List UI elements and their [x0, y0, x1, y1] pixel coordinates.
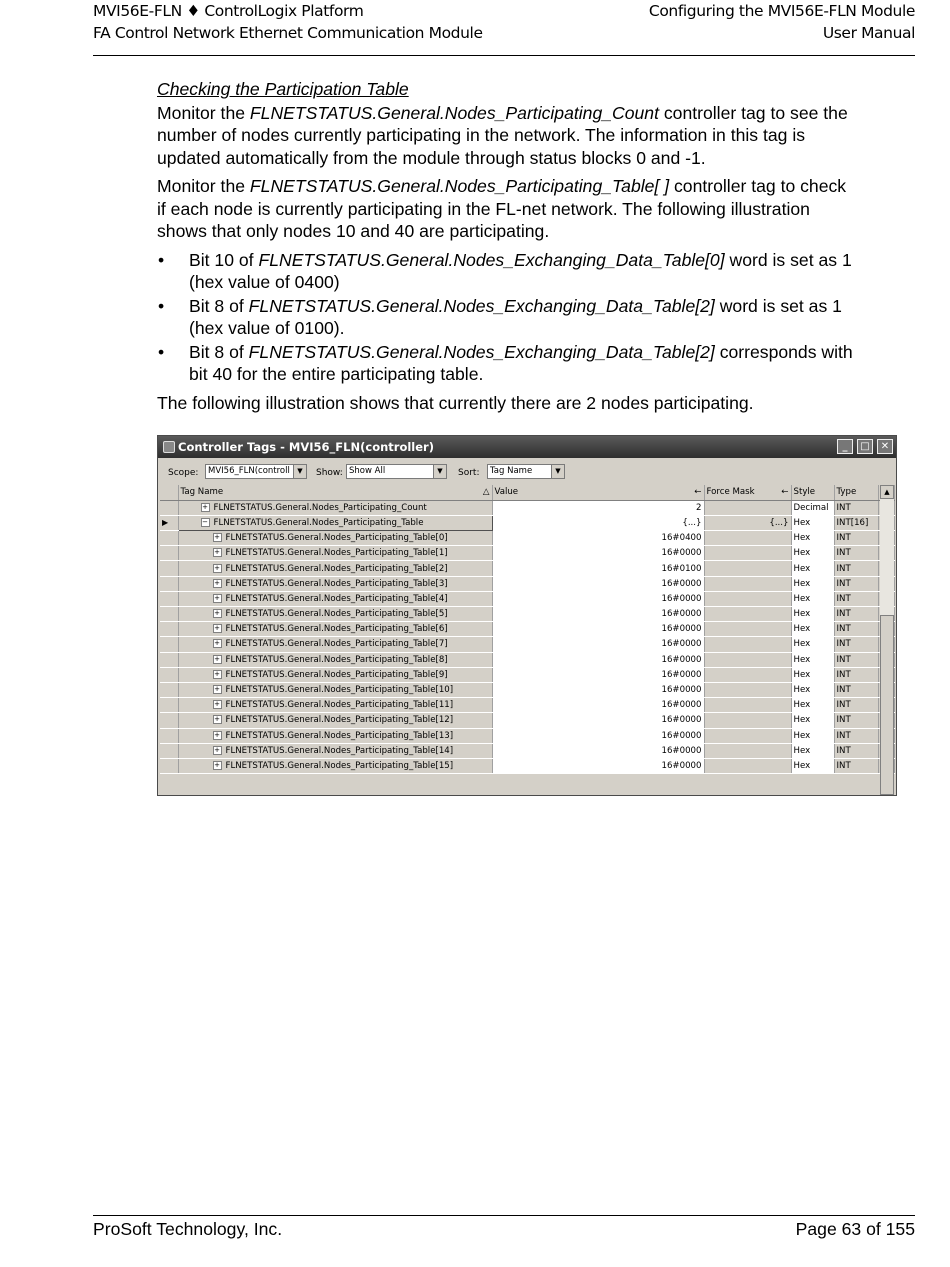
row-pointer[interactable]: [160, 591, 178, 606]
style-cell[interactable]: Hex: [791, 728, 834, 743]
force-mask-cell[interactable]: {...}: [704, 515, 791, 530]
table-row[interactable]: [160, 743, 894, 758]
style-cell[interactable]: Hex: [791, 561, 834, 576]
expand-toggle-icon[interactable]: −: [202, 517, 208, 526]
show-select[interactable]: [346, 464, 447, 479]
bullet-item: [157, 249, 857, 294]
type-cell: INT: [834, 546, 878, 561]
page-header: [93, 0, 915, 56]
tag-name: FLNETSTATUS.General.Nodes_Participating_Table[7]: [225, 639, 448, 650]
row-pointer[interactable]: [160, 652, 178, 667]
value-cell[interactable]: 16#0000: [492, 546, 704, 561]
tag-name-cell[interactable]: [178, 531, 492, 546]
force-mask-header-label: Force Mask: [706, 487, 755, 498]
vertical-scrollbar[interactable]: [880, 485, 894, 795]
row-pointer[interactable]: [160, 500, 178, 515]
bullet-text: Bit 10 of: [189, 249, 259, 270]
row-pointer[interactable]: [160, 698, 178, 713]
grid-body: [160, 500, 894, 773]
table-row[interactable]: [160, 682, 894, 697]
para1-tag: FLNETSTATUS.General.Nodes_Participating_Count: [249, 102, 659, 123]
value-cell[interactable]: 16#0000: [492, 576, 704, 591]
value-cell[interactable]: 16#0000: [492, 713, 704, 728]
tag-name: FLNETSTATUS.General.Nodes_Participating_Table[5]: [225, 609, 448, 620]
bullet-item: [157, 341, 857, 386]
bullet-list: [157, 249, 857, 386]
paragraph-3: The following illustration shows that currently there are 2 nodes participating.: [157, 392, 754, 413]
sort-select[interactable]: [487, 464, 565, 479]
value-cell[interactable]: 16#0000: [492, 698, 704, 713]
tag-name: FLNETSTATUS.General.Nodes_Participating_Count: [213, 502, 427, 513]
table-row[interactable]: [160, 713, 894, 728]
paragraph-2: [157, 175, 857, 243]
column-header-style[interactable]: Style: [791, 485, 834, 500]
scroll-thumb[interactable]: [880, 615, 894, 795]
section-title: Checking the Participation Table: [157, 79, 409, 99]
force-mask-cell[interactable]: [704, 637, 791, 652]
chevron-down-icon: ▼: [551, 465, 564, 478]
tag-name: FLNETSTATUS.General.Nodes_Participating_Table[13]: [225, 730, 454, 741]
style-cell[interactable]: Hex: [791, 637, 834, 652]
tag-name-header-label: Tag Name: [180, 487, 224, 498]
table-row[interactable]: [160, 728, 894, 743]
tag-name-cell[interactable]: [178, 667, 492, 682]
expand-toggle-icon[interactable]: +: [214, 609, 220, 618]
expand-toggle-icon[interactable]: +: [214, 624, 220, 633]
row-pointer[interactable]: [160, 743, 178, 758]
table-row[interactable]: [160, 591, 894, 606]
expand-toggle-icon[interactable]: +: [214, 548, 220, 557]
row-pointer[interactable]: ▶: [160, 515, 178, 530]
type-cell: INT: [834, 698, 878, 713]
type-cell: INT: [834, 758, 878, 773]
force-mask-cell[interactable]: [704, 652, 791, 667]
tag-name: FLNETSTATUS.General.Nodes_Participating_Table[11]: [225, 700, 454, 711]
force-mask-cell[interactable]: [704, 698, 791, 713]
value-cell[interactable]: 16#0000: [492, 622, 704, 637]
para1-text-b: controller tag to see the number of nodes currently participating in the network. The information in this tag is updated automatically from the module through status blocks 0 and -1.: [157, 102, 848, 168]
table-row[interactable]: [160, 667, 894, 682]
bullet-text: Bit 8 of: [189, 295, 249, 316]
force-mask-cell[interactable]: [704, 743, 791, 758]
row-pointer[interactable]: [160, 758, 178, 773]
grid-header-row: [160, 485, 894, 500]
table-row[interactable]: [160, 607, 894, 622]
tag-name-cell[interactable]: [178, 758, 492, 773]
column-header-type[interactable]: Type: [834, 485, 878, 500]
style-cell[interactable]: Hex: [791, 607, 834, 622]
force-mask-cell[interactable]: [704, 728, 791, 743]
tag-name: FLNETSTATUS.General.Nodes_Participating_Table[14]: [225, 745, 454, 756]
bullet-text: Bit 8 of: [189, 341, 249, 362]
scroll-up-arrow-icon[interactable]: ▲: [880, 485, 894, 499]
row-pointer[interactable]: [160, 561, 178, 576]
style-cell[interactable]: Hex: [791, 743, 834, 758]
show-label: Show:: [316, 468, 343, 478]
row-pointer[interactable]: [160, 576, 178, 591]
tag-name-cell[interactable]: [178, 682, 492, 697]
scope-label: Scope:: [168, 468, 199, 478]
table-row[interactable]: [160, 652, 894, 667]
page-footer: [93, 1215, 915, 1239]
force-mask-cell[interactable]: [704, 667, 791, 682]
sort-ascending-icon: △: [482, 487, 490, 498]
tag-name: FLNETSTATUS.General.Nodes_Participating_Table[10]: [225, 685, 454, 696]
para2-tag: FLNETSTATUS.General.Nodes_Participating_Table[ ]: [249, 176, 670, 196]
header-product: MVI56E-FLN ♦ ControlLogix Platform: [93, 2, 364, 20]
para2-text-b: controller tag to check if each node is currently participating in the FL-net network. The following illustration shows that only nodes 10 and 40 are participating.: [157, 176, 847, 241]
table-row[interactable]: [160, 515, 894, 530]
row-pointer[interactable]: [160, 728, 178, 743]
style-cell[interactable]: Decimal: [791, 500, 834, 515]
window-title: Controller Tags - MVI56_FLN(controller): [178, 440, 434, 454]
tags-grid: [160, 485, 895, 774]
row-pointer-header: [160, 485, 178, 500]
type-cell: INT: [834, 652, 878, 667]
force-mask-cell[interactable]: [704, 500, 791, 515]
table-row[interactable]: [160, 531, 894, 546]
table-row[interactable]: [160, 622, 894, 637]
tag-name-cell[interactable]: [178, 713, 492, 728]
force-mask-cell[interactable]: [704, 576, 791, 591]
para1-text-a: Monitor the: [157, 102, 250, 123]
expand-toggle-icon[interactable]: +: [202, 502, 208, 511]
value-cell[interactable]: 16#0000: [492, 591, 704, 606]
value-cell[interactable]: 16#0000: [492, 607, 704, 622]
row-pointer[interactable]: [160, 607, 178, 622]
tag-name-cell[interactable]: [178, 561, 492, 576]
expand-toggle-icon[interactable]: +: [214, 563, 220, 572]
tag-name: FLNETSTATUS.General.Nodes_Participating_Table[3]: [225, 578, 448, 589]
style-cell[interactable]: Hex: [791, 546, 834, 561]
tag-name-cell[interactable]: [178, 607, 492, 622]
chevron-down-icon: ▼: [293, 465, 306, 478]
expand-toggle-icon[interactable]: +: [214, 654, 220, 663]
expand-toggle-icon[interactable]: +: [214, 745, 220, 754]
column-header-value[interactable]: [492, 485, 704, 500]
force-mask-cell[interactable]: [704, 607, 791, 622]
tag-name: FLNETSTATUS.General.Nodes_Participating_Table[2]: [225, 563, 448, 574]
tag-name: FLNETSTATUS.General.Nodes_Participating_Table[4]: [225, 593, 448, 604]
bullet-text: word is set as 1 (hex value of 0400): [189, 249, 852, 292]
value-cell[interactable]: 16#0000: [492, 758, 704, 773]
bullet-item: [157, 295, 857, 340]
type-cell: INT: [834, 743, 878, 758]
window-titlebar[interactable]: [158, 436, 896, 458]
tag-name: FLNETSTATUS.General.Nodes_Participating_Table[1]: [225, 548, 448, 559]
tag-name-cell[interactable]: [178, 743, 492, 758]
value-cell[interactable]: 16#0000: [492, 667, 704, 682]
type-cell: INT: [834, 561, 878, 576]
expand-toggle-icon[interactable]: +: [214, 715, 220, 724]
type-cell: INT: [834, 622, 878, 637]
value-cell[interactable]: {...}: [492, 515, 704, 530]
table-row[interactable]: [160, 576, 894, 591]
window-app-icon: [163, 441, 175, 453]
row-pointer[interactable]: [160, 531, 178, 546]
controller-tags-window: [157, 435, 897, 796]
force-mask-cell[interactable]: [704, 758, 791, 773]
bullet-text: word is set as 1 (hex value of 0100).: [189, 295, 842, 338]
force-mask-cell[interactable]: [704, 591, 791, 606]
tag-name-cell[interactable]: [178, 728, 492, 743]
style-cell[interactable]: Hex: [791, 576, 834, 591]
type-cell: INT: [834, 500, 878, 515]
row-pointer[interactable]: [160, 713, 178, 728]
window-toolbar: [158, 460, 896, 486]
expand-toggle-icon[interactable]: +: [214, 760, 220, 769]
expand-toggle-icon[interactable]: +: [214, 593, 220, 602]
force-mask-cell[interactable]: [704, 682, 791, 697]
scope-select[interactable]: [205, 464, 307, 479]
tag-name: FLNETSTATUS.General.Nodes_Participating_Table[15]: [225, 760, 454, 771]
chevron-down-icon: ▼: [433, 465, 446, 478]
tag-name: FLNETSTATUS.General.Nodes_Participating_Table[9]: [225, 669, 448, 680]
type-cell: INT: [834, 607, 878, 622]
tag-name-cell[interactable]: [178, 591, 492, 606]
bullet-text: corresponds with bit 40 for the entire participating table.: [189, 341, 853, 384]
footer-company: ProSoft Technology, Inc.: [93, 1219, 283, 1239]
tag-name-cell[interactable]: [178, 637, 492, 652]
header-chapter: Configuring the MVI56E-FLN Module: [648, 2, 915, 20]
tag-name-cell[interactable]: [178, 652, 492, 667]
style-cell[interactable]: Hex: [791, 591, 834, 606]
minimize-button[interactable]: _: [837, 439, 853, 454]
tag-name: FLNETSTATUS.General.Nodes_Participating_Table: [213, 517, 424, 528]
row-pointer[interactable]: [160, 682, 178, 697]
tag-name-cell[interactable]: [178, 515, 492, 530]
table-row[interactable]: [160, 698, 894, 713]
value-cell[interactable]: 16#0000: [492, 743, 704, 758]
tag-name: FLNETSTATUS.General.Nodes_Participating_Table[0]: [225, 533, 448, 544]
force-mask-cell[interactable]: [704, 561, 791, 576]
footer-page-number: Page 63 of 155: [795, 1219, 915, 1239]
type-cell: INT: [834, 682, 878, 697]
tag-name: FLNETSTATUS.General.Nodes_Participating_Table[12]: [225, 715, 454, 726]
type-cell: INT: [834, 667, 878, 682]
arrow-left-icon: ←: [694, 487, 702, 498]
type-cell: INT: [834, 531, 878, 546]
expand-toggle-icon[interactable]: +: [214, 700, 220, 709]
value-cell[interactable]: 16#0400: [492, 531, 704, 546]
table-row[interactable]: [160, 561, 894, 576]
value-cell[interactable]: 16#0000: [492, 637, 704, 652]
style-cell[interactable]: Hex: [791, 667, 834, 682]
force-mask-cell[interactable]: [704, 713, 791, 728]
tag-name: FLNETSTATUS.General.Nodes_Participating_Table[8]: [225, 654, 448, 665]
style-cell[interactable]: Hex: [791, 515, 834, 530]
page-body: [157, 78, 857, 420]
type-cell: INT[16]: [834, 515, 878, 530]
table-row[interactable]: [160, 637, 894, 652]
header-manual: User Manual: [822, 23, 915, 42]
table-row[interactable]: [160, 758, 894, 773]
expand-toggle-icon[interactable]: +: [214, 578, 220, 587]
style-cell[interactable]: Hex: [791, 682, 834, 697]
force-mask-cell[interactable]: [704, 546, 791, 561]
bullet-tag: FLNETSTATUS.General.Nodes_Exchanging_Data_Table[2]: [248, 341, 715, 362]
arrow-left-icon: ←: [781, 487, 789, 498]
value-header-label: Value: [494, 487, 519, 498]
bullet-tag: FLNETSTATUS.General.Nodes_Exchanging_Data_Table[2]: [248, 295, 715, 316]
tag-name-cell[interactable]: [178, 622, 492, 637]
header-left: [93, 1, 483, 44]
type-cell: INT: [834, 713, 878, 728]
tag-name-cell[interactable]: [178, 698, 492, 713]
para2-text-a: Monitor the: [157, 176, 250, 196]
type-cell: INT: [834, 637, 878, 652]
sort-value: Tag Name: [490, 466, 533, 476]
header-right: [649, 1, 915, 44]
value-cell[interactable]: 16#0000: [492, 682, 704, 697]
bullet-tag: FLNETSTATUS.General.Nodes_Exchanging_Data_Table[0]: [258, 249, 725, 270]
table-row[interactable]: [160, 500, 894, 515]
expand-toggle-icon[interactable]: +: [214, 730, 220, 739]
header-subtitle: FA Control Network Ethernet Communication Module: [93, 23, 483, 42]
expand-toggle-icon[interactable]: +: [214, 685, 220, 694]
type-cell: INT: [834, 591, 878, 606]
close-button[interactable]: ✕: [877, 439, 893, 454]
table-row[interactable]: [160, 546, 894, 561]
show-value: Show All: [349, 466, 386, 476]
row-pointer[interactable]: [160, 637, 178, 652]
style-cell[interactable]: Hex: [791, 652, 834, 667]
value-cell[interactable]: 16#0100: [492, 561, 704, 576]
force-mask-cell[interactable]: [704, 531, 791, 546]
tag-name-cell[interactable]: [178, 500, 492, 515]
maximize-button[interactable]: □: [857, 439, 873, 454]
column-header-force-mask[interactable]: [704, 485, 791, 500]
value-cell[interactable]: 2: [492, 500, 704, 515]
tag-name: FLNETSTATUS.General.Nodes_Participating_Table[6]: [225, 624, 448, 635]
type-cell: INT: [834, 728, 878, 743]
style-cell[interactable]: Hex: [791, 698, 834, 713]
paragraph-1: [157, 102, 857, 170]
tag-name-cell[interactable]: [178, 546, 492, 561]
style-cell[interactable]: Hex: [791, 622, 834, 637]
style-cell[interactable]: Hex: [791, 531, 834, 546]
tag-name-cell[interactable]: [178, 576, 492, 591]
value-cell[interactable]: 16#0000: [492, 652, 704, 667]
style-cell[interactable]: Hex: [791, 713, 834, 728]
value-cell[interactable]: 16#0000: [492, 728, 704, 743]
expand-toggle-icon[interactable]: +: [214, 669, 220, 678]
style-cell[interactable]: Hex: [791, 758, 834, 773]
row-pointer[interactable]: [160, 622, 178, 637]
expand-toggle-icon[interactable]: +: [214, 639, 220, 648]
column-header-tag-name[interactable]: [178, 485, 492, 500]
expand-toggle-icon[interactable]: +: [214, 533, 220, 542]
row-pointer[interactable]: [160, 667, 178, 682]
row-pointer[interactable]: [160, 546, 178, 561]
type-cell: INT: [834, 576, 878, 591]
force-mask-cell[interactable]: [704, 622, 791, 637]
scope-value: MVI56_FLN(controll: [208, 466, 290, 476]
sort-label: Sort:: [458, 468, 480, 478]
